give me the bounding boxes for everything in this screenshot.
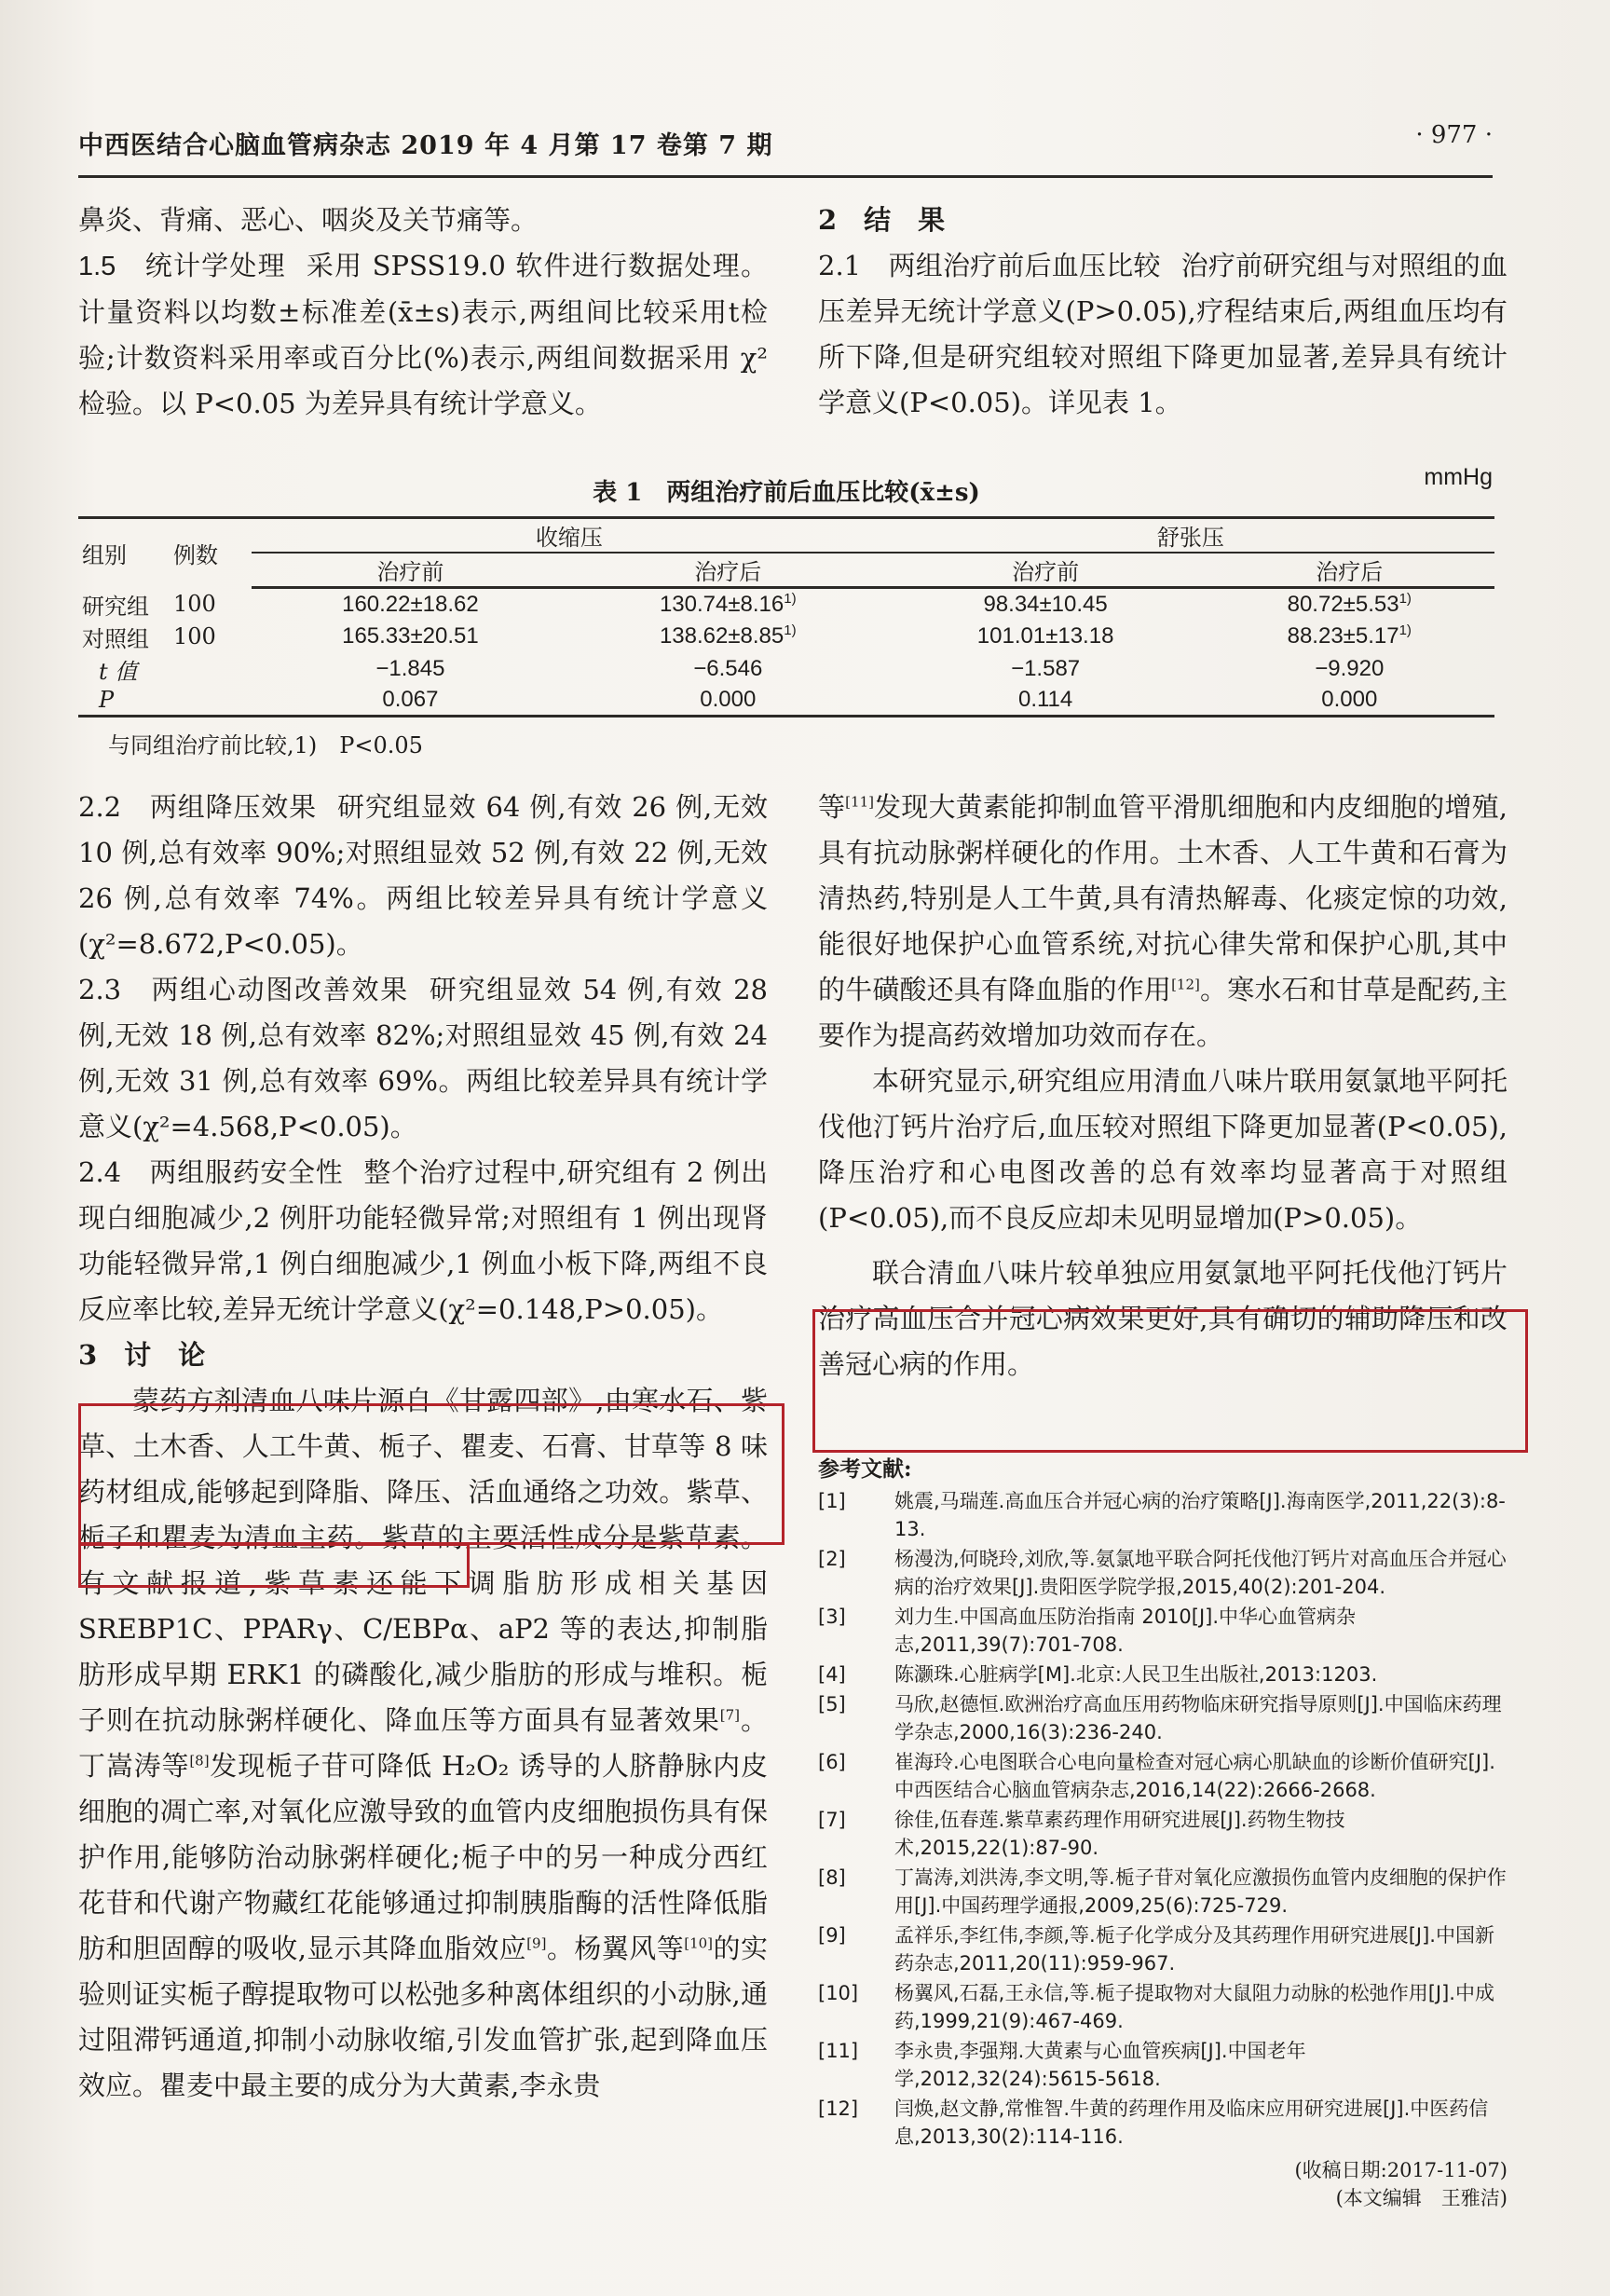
citation: [9] [526,1934,547,1952]
cell-sys-post: −6.546 [693,656,763,681]
footnote-mark: 1) [1399,590,1412,607]
citation: [10] [684,1934,714,1952]
table-subheader-row [78,553,1494,588]
paragraph-text: 发现栀子苷可降低 H₂O₂ 诱导的人脐静脉内皮细胞的凋亡率,对氧化应激导致的血管内皮细胞损伤具有保护作用,能够防治动脉粥样硬化;栀子中的另一种成分西红花苷和代谢产物藏红花能够通过抑制胰脂酶的活性降低脂肪和胆固醇的吸收,显示其降血脂效应 [78,1750,768,1964]
reference-text: 孟祥乐,李红伟,李颜,等.栀子化学成分及其药理作用研究进展[J].中国新药杂志,2011,20(11):959-967. [894,1924,1494,1975]
section-heading: 2.4 两组服药安全性 [78,1156,344,1188]
table-footnote: 与同组治疗前比较,1) P<0.05 [108,732,423,758]
reference-number: [10] [818,1982,859,2004]
cell-dia-pre: 0.114 [887,686,1205,717]
reference-number: [5] [818,1693,846,1715]
table-row [78,653,1494,686]
reference-text: 陈灏珠.心脏病学[M].北京:人民卫生出版社,2013:1203. [894,1663,1378,1686]
table-header-row [78,518,1494,554]
cell-n [170,653,252,686]
table-row [78,621,1494,653]
discussion-continued [818,785,1508,1059]
table-row [78,686,1494,717]
discussion-paragraph [78,1378,768,2109]
reference-number: [4] [818,1663,846,1686]
reference-text: 丁嵩涛,刘洪涛,李文明,等.栀子苷对氧化应激损伤血管内皮细胞的保护作用[J].中国药理学通报,2009,25(6):725-729. [894,1866,1507,1917]
conclusion-paragraph: 联合清血八味片较单独应用氨氯地平阿托伐他汀钙片治疗高血压合并冠心病效果更好,具有确切的辅助降压和改善冠心病的作用。 [818,1257,1508,1380]
paragraph-text: 。杨翼风等 [546,1933,685,1964]
cell-sys-pre: 160.22±18.62 [342,591,479,617]
section-body: 研究组显效 54 例,有效 28 例,无效 18 例,总有效率 82%;对照组显效 45 例,有效 24 例,无效 31 例,总有效率 69%。两组比较差异具有统计学意义(χ²=4.568,P<0.05)。 [78,974,768,1142]
section-heading: 2.1 两组治疗前后血压比较 [818,250,1161,281]
reference-item [818,1545,1508,1601]
cell-sys-pre: −1.845 [375,656,445,681]
reference-number: [6] [818,1751,846,1773]
cell-sys-pre: 165.33±20.51 [342,623,479,649]
paragraph-text: 紫草的主要活性成分是紫草素。有文献报道,紫草素还能下调脂肪形成相关基因 SREBP1C、PPARγ、C/EBPα、aP2 等的表达,抑制脂肪形成早期 ERK1 的磷酸化,减少脂肪的形成与堆积。栀子则在抗动脉粥样硬化、降血压等方面具有显著效果 [78,1522,768,1736]
reference-item [818,1603,1508,1659]
col-header-post: 治疗后 [569,553,887,588]
section-1-5 [78,243,768,427]
editor-credit: (本文编辑 王雅洁) [1335,2187,1508,2209]
right-column-top [818,198,1508,426]
reference-text: 马欣,赵德恒.欧洲治疗高血压用药物临床研究指导原则[J].中国临床药理学杂志,2000,16(3):236-240. [894,1693,1502,1743]
citation: [12] [1171,976,1200,993]
section-title-results: 2 结 果 [818,204,946,236]
cell-sys-post: 0.000 [569,686,887,717]
reference-text: 崔海玲.心电图联合心电向量检查对冠心病心肌缺血的诊断价值研究[J].中西医结合心脑血管病杂志,2016,14(22):2666-2668. [894,1751,1495,1801]
section-2-2 [78,785,768,967]
left-column-top [78,198,768,427]
section-heading: 1.5 统计学处理 [78,252,286,281]
running-header [78,110,1493,178]
reference-number: [9] [818,1924,846,1947]
footnote-mark: 1) [784,590,797,607]
reference-text: 徐佳,伍春莲.紫草素药理作用研究进展[J].药物生物技术,2015,22(1):87-90. [894,1809,1345,1859]
cell-n [170,686,252,717]
row-label: t 值 [99,658,138,685]
table-unit: mmHg [1424,464,1493,490]
section-body: 治疗前研究组与对照组的血压差异无统计学意义(P>0.05),疗程结束后,两组血压均有所下降,但是研究组较对照组下降更加显著,差异具有统计学意义(P<0.05)。详见表 1。 [818,250,1508,418]
left-column-bottom [78,785,768,2109]
reference-number: [2] [818,1548,846,1570]
reference-number: [12] [818,2098,859,2120]
section-2-3 [78,967,768,1150]
cell-value: 130.74±8.16 [659,591,785,617]
cell-dia-post: −9.920 [1315,656,1385,681]
reference-text: 杨漫沩,何晓玲,刘欣,等.氨氯地平联合阿托伐他汀钙片对高血压合并冠心病的治疗效果[J].贵阳医学院学报,2015,40(2):201-204. [894,1548,1507,1598]
col-header-group: 组别 [78,518,170,588]
cell-dia-post [1205,588,1494,621]
reference-item [818,1748,1508,1804]
table-caption: 表 1 两组治疗前后血压比较(x̄±s) [593,479,980,507]
col-header-diastolic: 舒张压 [887,518,1494,554]
paragraph-text: 。丁嵩涛等 [78,1704,768,1782]
citation: [7] [719,1706,741,1724]
paragraph-text: 。寒水石和甘草是配药,主要作为提高药效增加功效而存在。 [818,974,1508,1051]
reference-item [818,1487,1508,1543]
footnote-mark: 1) [1399,622,1412,638]
reference-item [818,1864,1508,1920]
reference-text: 姚震,马瑞莲.高血压合并冠心病的治疗策略[J].海南医学,2011,22(3):8-13. [894,1490,1506,1540]
highlighted-text: 蒙药方剂清血八味片源自《甘露四部》,由寒水石、紫草、土木香、人工牛黄、栀子、瞿麦、石膏、甘草等 8 味药材组成,能够起到降脂、降压、活血通络之功效。紫草、栀子和瞿麦为清血主药。 [78,1385,768,1553]
cell-sys-post [569,621,887,653]
right-column-middle [818,785,1508,1387]
cell-dia-pre: 98.34±10.45 [983,591,1108,617]
section-heading: 2.3 两组心动图改善效果 [78,974,409,1005]
col-header-pre: 治疗前 [252,553,569,588]
journal-title: 中西医结合心脑血管病杂志 2019 年 4 月第 17 卷第 7 期 [78,131,773,160]
reference-text: 刘力生.中国高血压防治指南 2010[J].中华心血管病杂志,2011,39(7):701-708. [894,1606,1357,1656]
row-label: P [78,686,170,717]
section-body: 采用 SPSS19.0 软件进行数据处理。计量资料以均数±标准差(x̄±s)表示,两组间比较采用t检验;计数资料采用率或百分比(%)表示,两组间数据采用 χ² 检验。以 P<0.05 为差异具有统计学意义。 [78,250,768,419]
col-header-n: 例数 [170,518,252,588]
row-label: 对照组 [82,625,149,652]
cell-sys-pre: 0.067 [252,686,569,717]
reference-item [818,1921,1508,1977]
reference-text: 杨翼风,石磊,王永信,等.栀子提取物对大鼠阻力动脉的松弛作用[J].中成药,1999,21(9):467-469. [894,1982,1494,2032]
reference-number: [8] [818,1866,846,1889]
paragraph-text: 等 [818,791,846,823]
discussion-paragraph: 本研究显示,研究组应用清血八味片联用氨氯地平阿托伐他汀钙片治疗后,血压较对照组下降更加显著(P<0.05),降压治疗和心电图改善的总有效率均显著高于对照组(P<0.05),而不良反应却未见明显增加(P>0.05)。 [818,1065,1508,1234]
reference-number: [11] [818,2040,859,2062]
section-heading: 2.2 两组降压效果 [78,791,318,823]
cell-n: 100 [173,591,216,617]
section-2-1 [818,243,1508,426]
reference-text: 闫焕,赵文静,常惟智.牛黄的药理作用及临床应用研究进展[J].中医药信息,2013,30(2):114-116. [894,2098,1489,2148]
paragraph: 鼻炎、背痛、恶心、咽炎及关节痛等。 [78,204,539,236]
col-header-post: 治疗后 [1205,553,1494,588]
references-section [818,1456,1508,2212]
reference-item [818,1690,1508,1746]
col-header-systolic: 收缩压 [252,518,887,554]
page-number: · 977 · [1415,121,1493,149]
section-body: 研究组显效 64 例,有效 26 例,无效 10 例,总有效率 90%;对照组显效 52 例,有效 22 例,无效 26 例,总有效率 74%。两组比较差异具有统计学意义(χ²=8.672,P<0.05)。 [78,791,768,960]
reference-number: [1] [818,1490,846,1512]
cell-dia-pre: −1.587 [1011,656,1081,681]
references-title: 参考文献: [818,1456,912,1482]
section-body: 整个治疗过程中,研究组有 2 例出现白细胞减少,2 例肝功能轻微异常;对照组有 1 例出现肾功能轻微异常,1 例白细胞减少,1 例血小板下降,两组不良反应率比较,差异无统计学意义(χ²=0.148,P>0.05)。 [78,1156,769,1325]
footnote-mark: 1) [784,622,797,638]
reference-item [818,1806,1508,1862]
paragraph-text: 发现大黄素能抑制血管平滑肌细胞和内皮细胞的增殖,具有抗动脉粥样硬化的作用。土木香、人工牛黄和石膏为清热药,特别是人工牛黄,具有清热解毒、化痰定惊的功效,能很好地保护心血管系统,对抗心律失常和保护心肌,其中的牛磺酸还具有降血脂的作用 [818,791,1508,1005]
cell-value: 88.23±5.17 [1287,623,1399,649]
cell-dia-pre: 101.01±13.18 [976,623,1114,649]
cell-value: 80.72±5.53 [1287,591,1399,617]
reference-item [818,2037,1508,2093]
reference-text: 李永贵,李强翔.大黄素与心血管疾病[J].中国老年学,2012,32(24):5615-5618. [894,2040,1306,2090]
paragraph-text: 的实验则证实栀子醇提取物可以松弛多种离体组织的小动脉,通过阻滞钙通道,抑制小动脉收缩,引发血管扩张,起到降血压效应。瞿麦中最主要的成分为大黄素,李永贵 [78,1933,768,2101]
received-date: (收稿日期:2017-11-07) [1294,2159,1508,2181]
section-2-4 [78,1150,768,1332]
cell-dia-post: 0.000 [1205,686,1494,717]
citation: [11] [845,793,874,811]
cell-value: 138.62±8.85 [659,623,785,649]
reference-item [818,2095,1508,2151]
cell-sys-post [569,588,887,621]
section-title-discussion: 3 讨 论 [78,1339,206,1371]
bp-table [78,516,1494,718]
table-row [78,588,1494,621]
cell-n: 100 [173,623,216,649]
reference-item [818,1979,1508,2035]
reference-item [818,1660,1508,1688]
citation: [8] [189,1752,210,1770]
reference-number: [3] [818,1606,846,1628]
row-label: 研究组 [82,593,149,620]
col-header-pre: 治疗前 [887,553,1205,588]
reference-number: [7] [818,1809,846,1831]
cell-dia-post [1205,621,1494,653]
